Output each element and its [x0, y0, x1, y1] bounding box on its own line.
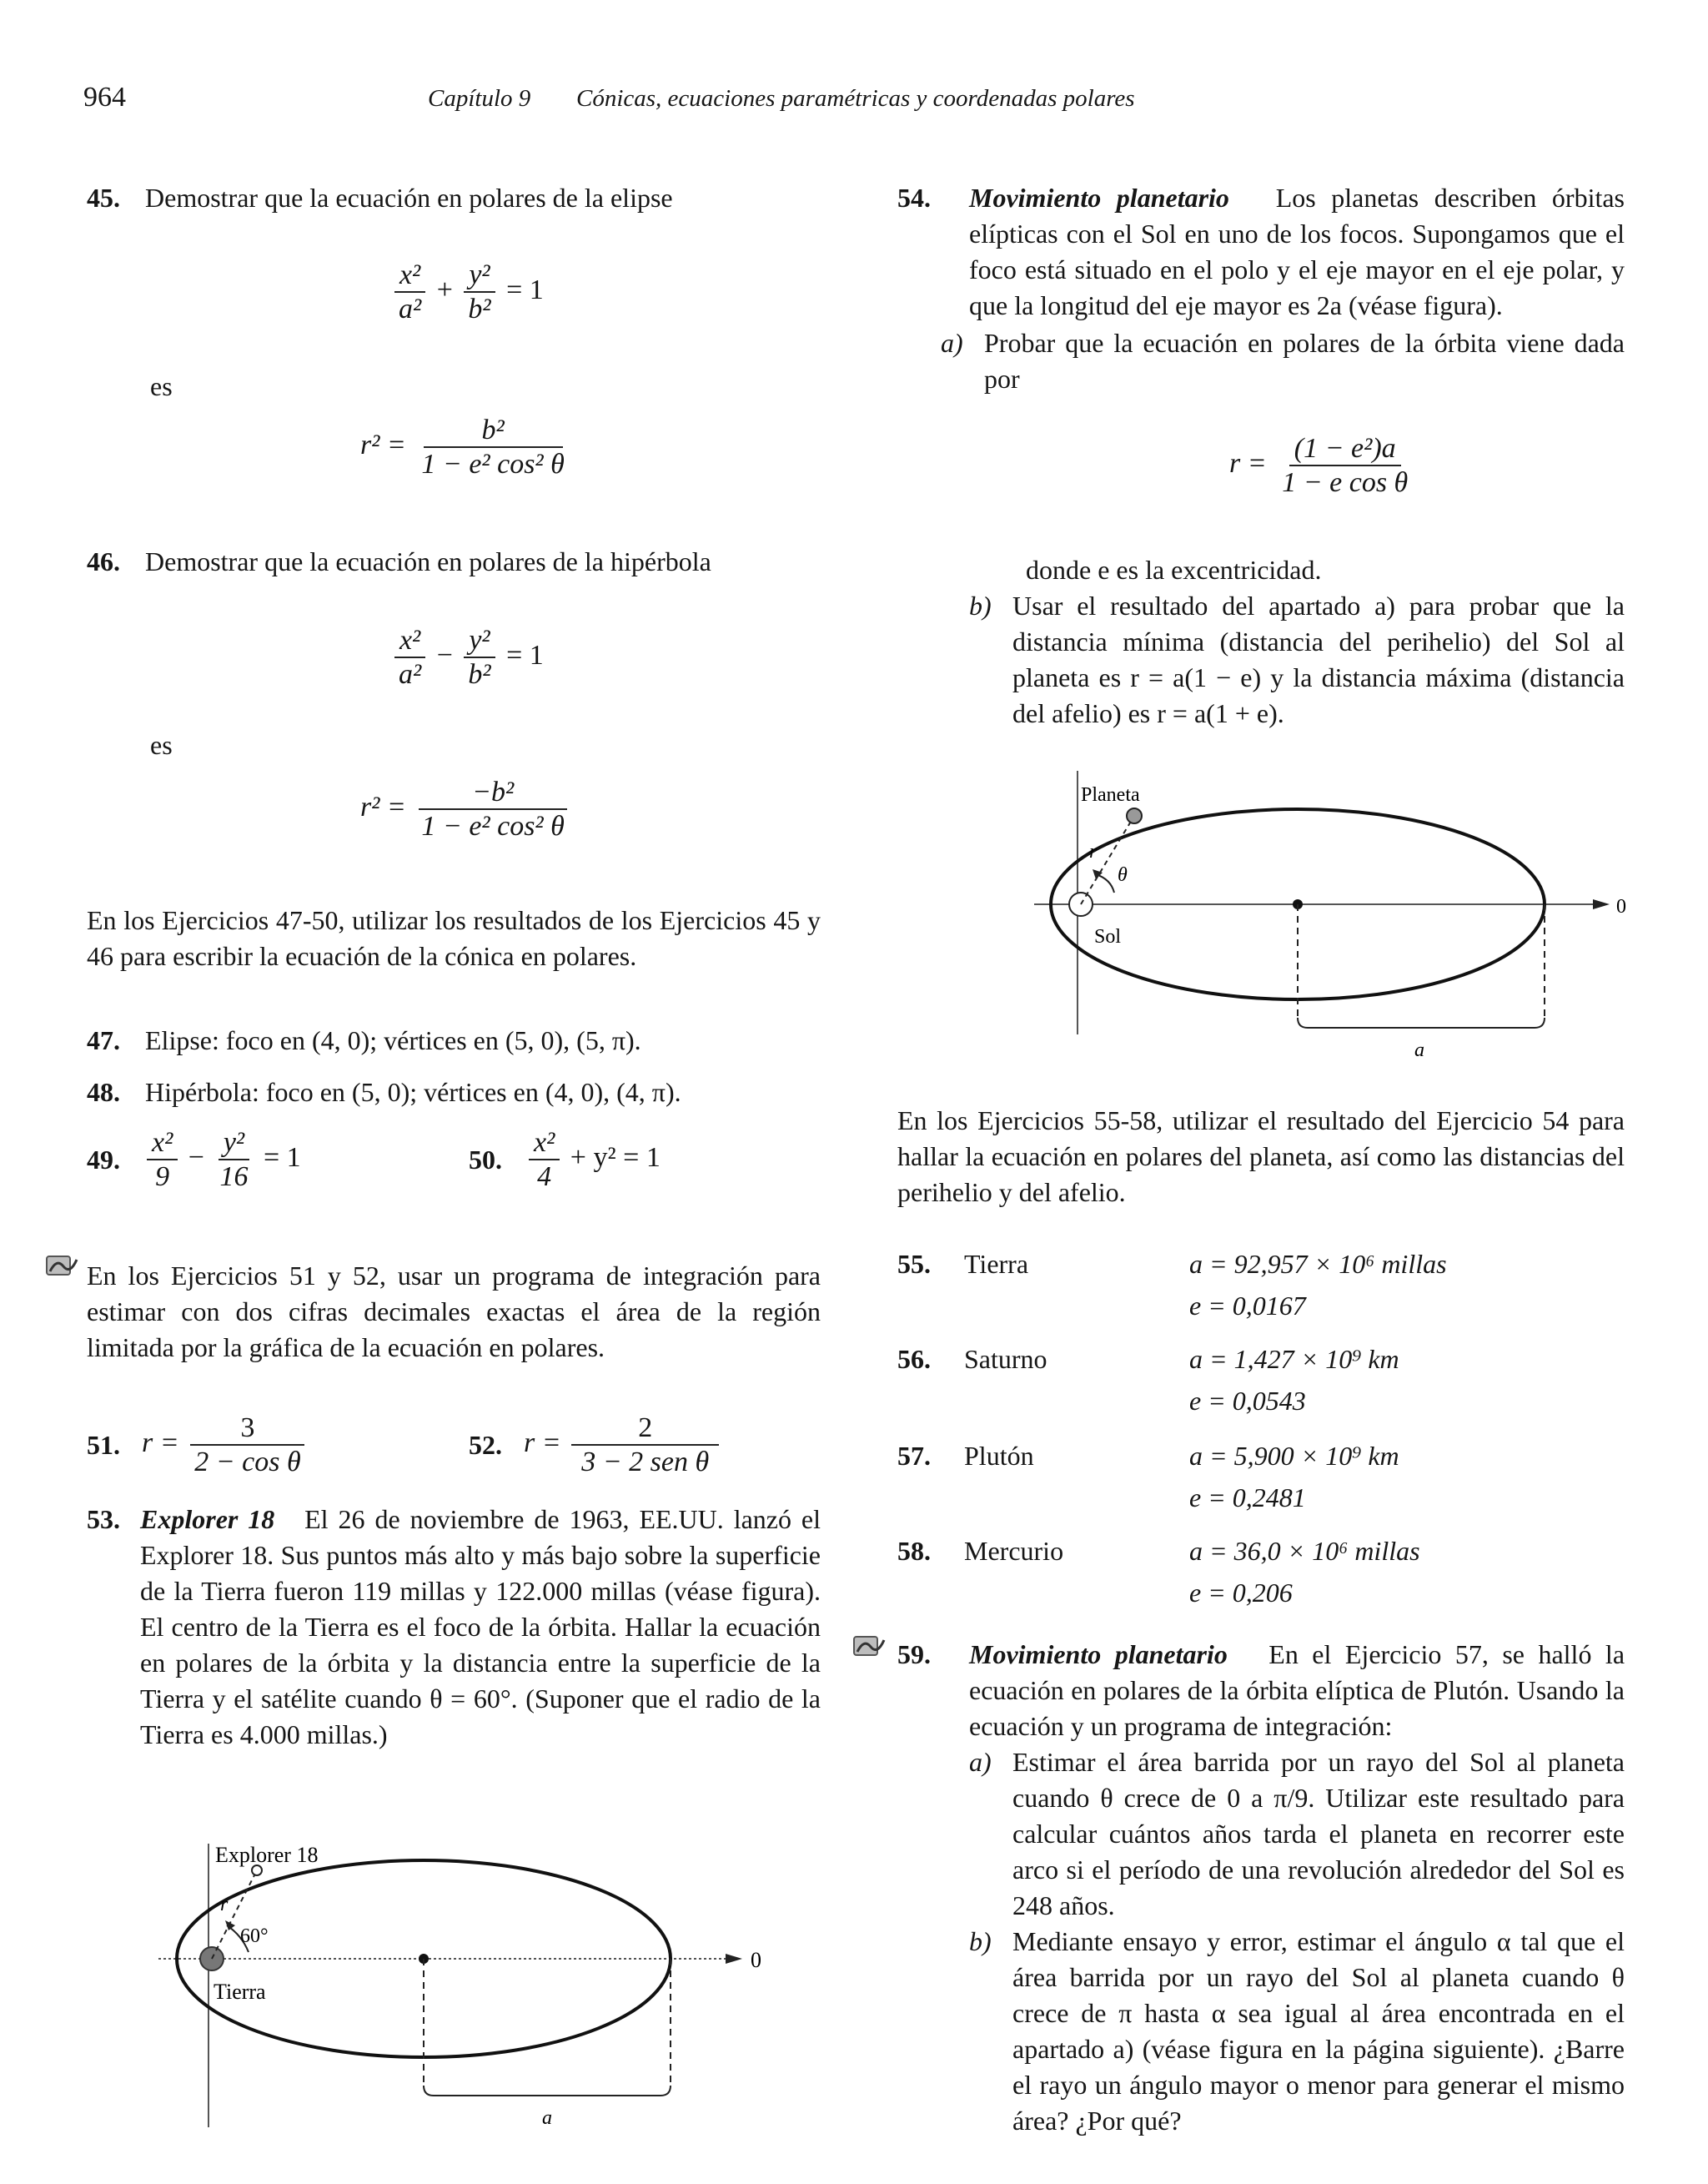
ex45-es: es — [150, 371, 173, 401]
chapter-label: Capítulo 9 — [428, 85, 531, 112]
fig53-a-label: a — [542, 2107, 552, 2129]
exercise-54: 54. Movimiento planetario Los planetas describen órbitas elípticas con el Sol en uno de los focos. Supongamos que el foco está situado en el polo y el eje mayor en el eje polar, y que la longitud del eje mayor es 2a (véase figura). a) Probar que la ecuación en polares de la órbita viene dada por — [897, 183, 1625, 394]
graphing-utility-icon — [852, 1633, 889, 1662]
exercise-title: Movimiento planetario — [969, 183, 1229, 213]
fig54-sun-label: Sol — [1094, 926, 1122, 948]
ex46-hyperbola-equation: $\frac{\text{x²}}{\text{a²}}$ − $\frac{\text{y²}}{\text{b²}}$ = 1 — [390, 624, 544, 691]
exercise-46: 46. Demostrar que la ecuación en polares de la hipérbola — [87, 546, 711, 576]
fig53-zero-label: 0 — [751, 1948, 761, 1972]
exercise-47: 47. Elipse: foco en (4, 0); vértices en (5, 0), (5, π). — [87, 1025, 641, 1055]
ex45-polar-equation: r² = $\frac{\text{b²}}{\text{1 − e² cos² θ}}$ — [360, 415, 565, 481]
graphing-utility-icon — [45, 1253, 82, 1281]
chapter-title: Cónicas, ecuaciones paramétricas y coordenadas polares — [576, 85, 1135, 112]
ex54-orbit-equation: r = $\frac{\text{(1 − e²)a}}{\text{1 − e cos θ}}$ — [1229, 433, 1409, 499]
exercise-53: 53. Explorer 18 El 26 de noviembre de 1963, EE.UU. lanzó el Explorer 18. Sus puntos más alto y más bajo sobre la superficie de la Tierra fueron 119 millas y 122.000 millas (véase figura). El centro de la Tierra es el foco de la órbita. Hallar la ecuación en polares de la órbita y la distancia entre la superficie de la Tierra y el satélite cuando θ = 60°. (Suponer que el radio de la Tierra es 4.000 millas.) — [87, 1504, 821, 1749]
exercise-59: 59. Movimiento planetario En el Ejercicio 57, se halló la ecuación en polares de la órbita elíptica de Plutón. Usando la ecuación y un programa de integración: a) Estimar el área barrida por un rayo del Sol al planeta cuando θ crece de 0 a π/9. Utilizar este resultado para calcular cuántos años tarda el planeta en recorrer este arco si el período de una revolución alrededor del Sol es 248 años. b) Mediante ensayo y error, estimar el ángulo α tal que el área barrida por un rayo del Sol al planeta cuando θ crece de π hasta α sea igual al área encontrada en el apartado a) (véase figura en la página siguiente). ¿Barre el rayo un ángulo mayor o menor para generar el mismo área? ¿Por qué? — [897, 1639, 1625, 2136]
ex45-ellipse-equation: $\frac{\text{x²}}{\text{a²}}$ + $\frac{\text{y²}}{\text{b²}}$ = 1 — [390, 259, 544, 325]
intro-55-58: En los Ejercicios 55-58, utilizar el resultado del Ejercicio 54 para hallar la ecuación en polares del planeta, así como las distancias del perihelio y del afelio. — [897, 1105, 1625, 1207]
fig54-zero-label: 0 — [1616, 896, 1626, 918]
figure-planet-orbit — [1034, 767, 1635, 1076]
ex54-donde: donde e es la excentricidad. — [1026, 555, 1322, 585]
exercise-49: 49. $\frac{\text{x²}}{9}$ − $\frac{\text{y²}}{16}$ = 1 — [87, 1127, 301, 1193]
exercise-51: 51. r = $\frac{3}{\text{2 − cos θ}}$ — [87, 1412, 309, 1478]
exercise-45 — [87, 180, 821, 216]
figure-explorer-18 — [158, 1827, 776, 2144]
fig54-theta-label: θ — [1118, 864, 1128, 886]
ex46-es: es — [150, 730, 173, 760]
fig53-satellite-label: Explorer 18 — [215, 1843, 319, 1867]
intro-47-50: En los Ejercicios 47-50, utilizar los resultados de los Ejercicios 45 y 46 para escribir la ecuación de la cónica en polares. — [87, 905, 821, 971]
fig53-earth-label: Tierra — [214, 1980, 266, 2004]
exercise-title: Explorer 18 — [140, 1504, 275, 1534]
page-number: 964 — [83, 82, 126, 113]
exercise-text: Demostrar que la ecuación en polares de la elipse — [145, 183, 673, 213]
planet-table: 55. Tierra a = 92,957 × 10⁶ millas e = 0,0167 56. Saturno a = 1,427 × 10⁹ km e = 0,0543 57. Plutón a = 5,900 × 10⁹ km e = 0,2481 58. Mercurio a = 36,0 × 10⁶ millas e = 0,206 — [897, 1249, 1447, 1608]
intro-51-52: En los Ejercicios 51 y 52, usar un programa de integración para estimar con dos cifras decimales exactas el área de la región limitada por la gráfica de la ecuación en polares. — [87, 1261, 821, 1362]
fig53-r-label: r — [220, 1894, 229, 1915]
exercise-50: 50. $\frac{\text{x²}}{4}$ + y² = 1 — [469, 1127, 661, 1193]
fig54-planet-label: Planeta — [1081, 784, 1140, 806]
fig54-a-label: a — [1414, 1039, 1424, 1061]
exercise-52: 52. r = $\frac{2}{\text{3 − 2 sen θ}}$ — [469, 1412, 722, 1478]
exercise-48: 48. Hipérbola: foco en (5, 0); vértices en (4, 0), (4, π). — [87, 1077, 681, 1107]
fig53-angle-label: 60° — [240, 1925, 269, 1947]
running-header — [83, 82, 1668, 123]
fig54-r-label: r — [1089, 841, 1098, 863]
ex54-part-b: b) Usar el resultado del apartado a) para probar que la distancia mínima (distancia del perihelio) del Sol al planeta es r = a(1 − e) y la distancia máxima (distancia del afelio) es r = a(1 + e). — [969, 591, 1625, 728]
exercise-title: Movimiento planetario — [969, 1639, 1228, 1669]
exercise-number: 45. — [87, 183, 120, 213]
ex46-polar-equation: r² = $\frac{\text{−b²}}{\text{1 − e² cos² θ}}$ — [360, 776, 573, 843]
